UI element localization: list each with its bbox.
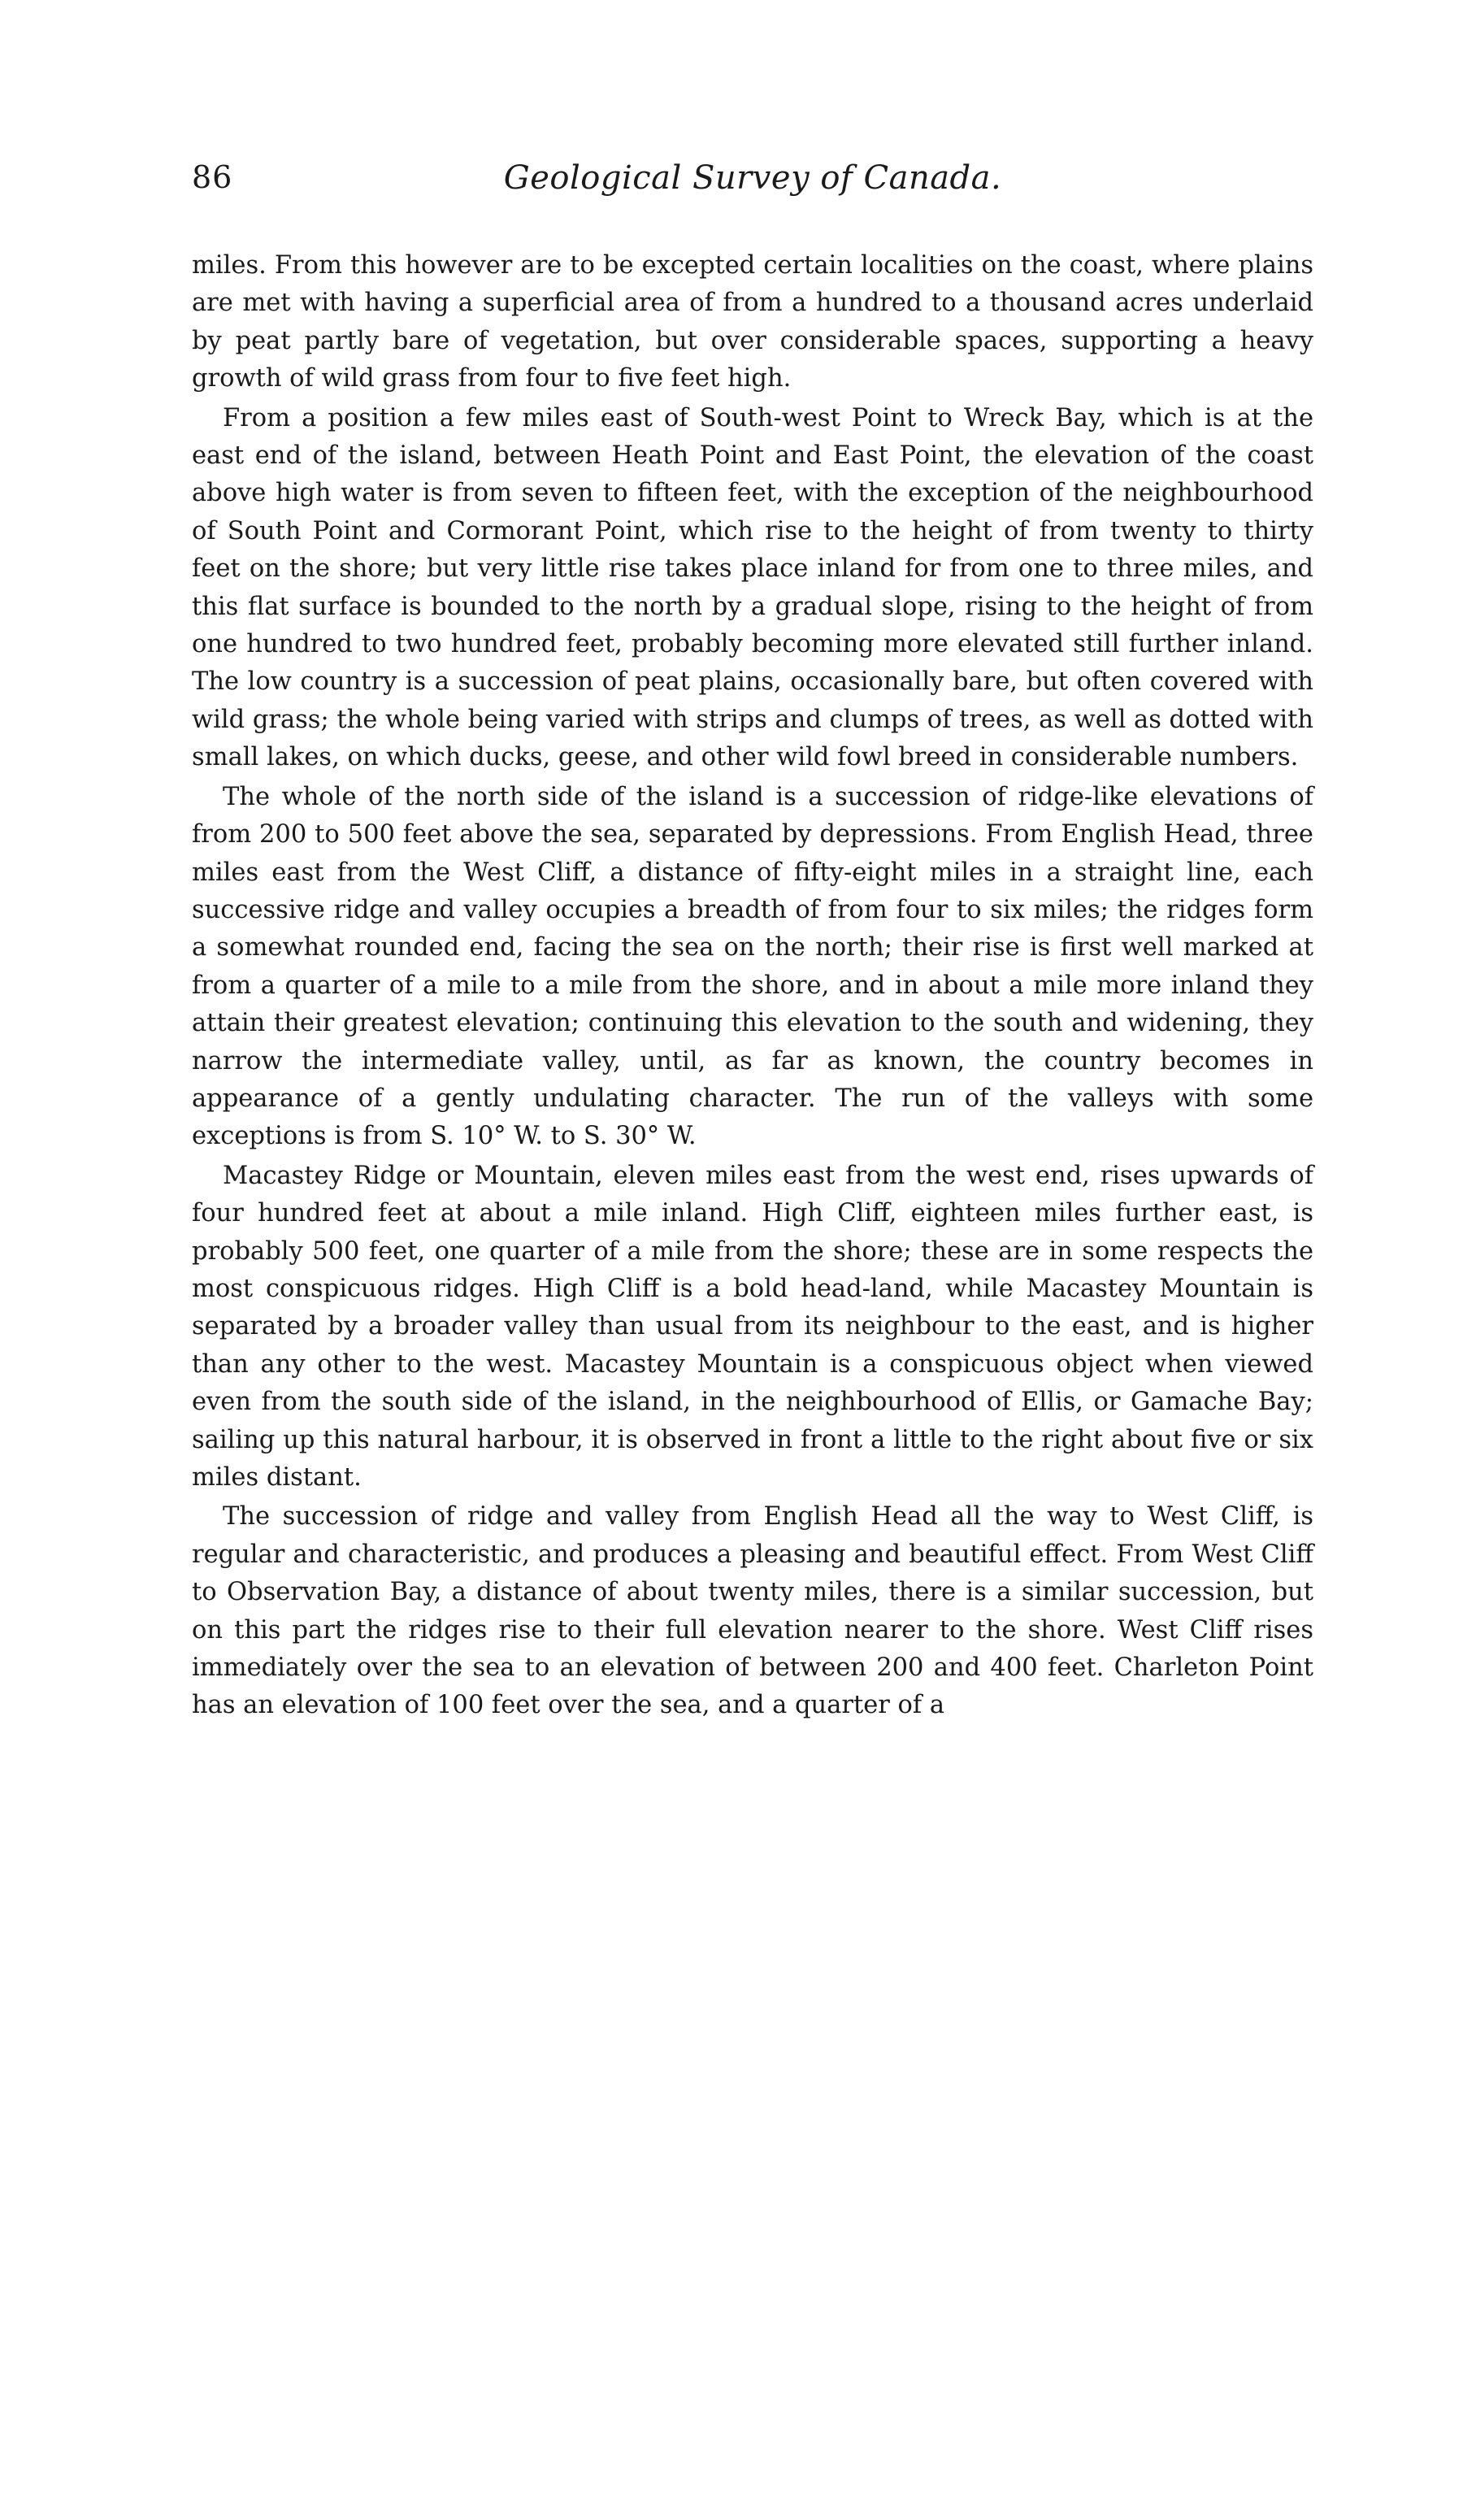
running-title: Geological Survey of Canada. (503, 159, 1002, 197)
body-text (192, 247, 1313, 1725)
paragraph: miles. From this however are to be excepted certain localities on the coast, where plains are met with having a superficial area of from a hundred to a thousand acres underlaid by peat partly bare of vegetation, but over considerable spaces, supporting a heavy growth of wild grass from four to five feet high. (192, 251, 1313, 393)
document-page (192, 159, 1313, 1725)
paragraph: The succession of ridge and valley from English Head all the way to West Cliff, is regular and characteristic, and produces a pleasing and beautiful effect. From West Cliff to Observation Bay, a distance of about twenty miles, there is a similar succession, but on this part the ridges rise to their full elevation nearer to the shore. West Cliff rises immediately over the sea to an elevation of between 200 and 400 feet. Charleton Point has an elevation of 100 feet over the sea, and a quarter of a (192, 1502, 1313, 1720)
paragraph: Macastey Ridge or Mountain, eleven miles east from the west end, rises upwards of four hundred feet at about a mile inland. High Cliff, eighteen miles further east, is probably 500 feet, one quarter of a mile from the shore; these are in some respects the most conspicuous ridges. High Cliff is a bold head-land, while Macastey Mountain is separated by a broader valley than usual from its neighbour to the east, and is higher than any other to the west. Macastey Mountain is a conspicuous object when viewed even from the south side of the island, in the neighbourhood of Ellis, or Gamache Bay; sailing up this natural harbour, it is observed in front a little to the right about five or six miles distant. (192, 1161, 1313, 1492)
paragraph: From a position a few miles east of South-west Point to Wreck Bay, which is at the east end of the island, between Heath Point and East Point, the elevation of the coast above high water is from seven to fifteen feet, with the exception of the neighbourhood of South Point and Cormorant Point, which rise to the height of from twenty to thirty feet on the shore; but very little rise takes place inland for from one to three miles, and this flat surface is bounded to the north by a gradual slope, rising to the height of from one hundred to two hundred feet, probably becoming more elevated still further inland. The low country is a succession of peat plains, occasionally bare, but often covered with wild grass; the whole being varied with strips and clumps of trees, as well as dotted with small lakes, on which ducks, geese, and other wild fowl breed in considerable numbers. (192, 403, 1313, 772)
page-header (192, 159, 1313, 218)
page-number: 86 (192, 159, 233, 195)
paragraph: The whole of the north side of the island is a succession of ridge-like elevations of from 200 to 500 feet above the sea, separated by depressions. From English Head, three miles east from the West Cliff, a distance of fifty-eight miles in a straight line, each successive ridge and valley occupies a breadth of from four to six miles; the ridges form a somewhat rounded end, facing the sea on the north; their rise is first well marked at from a quarter of a mile to a mile from the shore, and in about a mile more inland they attain their greatest elevation; continuing this elevation to the south and widening, they narrow the intermediate valley, until, as far as known, the country becomes in appearance of a gently undulating character. The run of the valleys with some exceptions is from S. 10° W. to S. 30° W. (192, 782, 1313, 1151)
